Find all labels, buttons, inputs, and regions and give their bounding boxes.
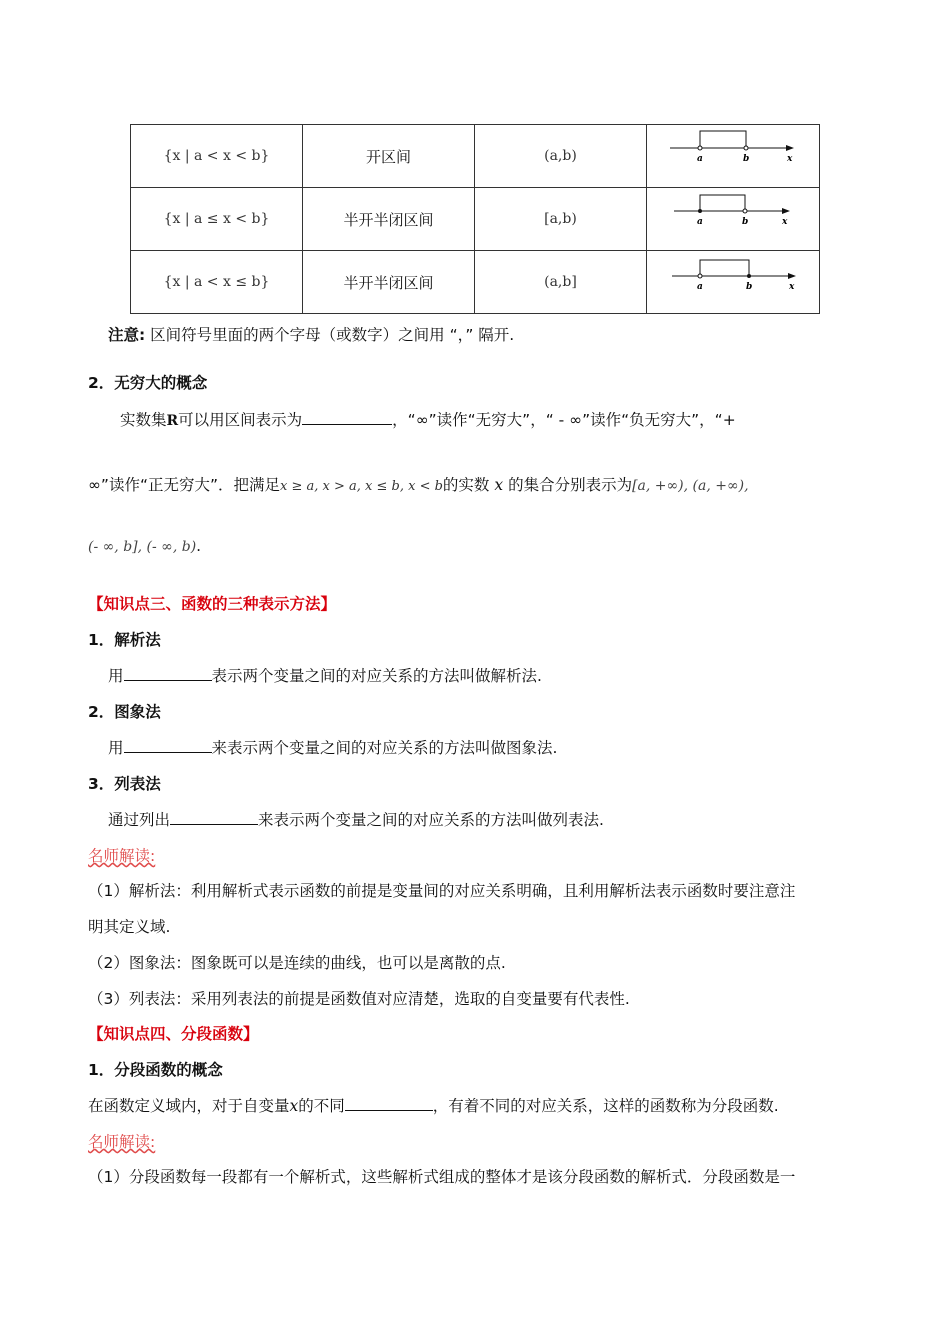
text-span: 通过列出 <box>108 811 171 829</box>
piecewise-definition <box>88 1094 779 1116</box>
piecewise-concept-title: 1．分段函数的概念 <box>88 1061 223 1079</box>
piecewise-note-1: （1）分段函数每一段都有一个解析式，这些解析式组成的整体才是该分段函数的解析式．分段函数是一 <box>88 1168 796 1186</box>
condition-formula: x ≥ a, x > a, x ≤ b, x < b <box>280 479 443 494</box>
number-line-left-closed-interval <box>648 188 818 246</box>
text-span: 来表示两个变量之间的对应关系的方法叫做图象法. <box>211 739 558 757</box>
axis-label-x: x <box>786 154 793 164</box>
number-line-cell <box>646 251 819 314</box>
text-span: 的不同 <box>298 1097 345 1115</box>
text-span: 用 <box>108 739 124 757</box>
text-span: ，有着不同的对应关系，这样的函数称为分段函数. <box>432 1097 779 1115</box>
number-line-cell <box>646 125 819 188</box>
axis-label-b: b <box>741 217 749 227</box>
table-row <box>131 125 820 188</box>
number-line-right-closed-interval <box>648 251 818 309</box>
number-line-open-interval <box>648 125 818 183</box>
axis-label-a: a <box>696 154 703 164</box>
table-row <box>131 251 820 314</box>
notation-cell: (a,b) <box>474 125 646 188</box>
axis-label-x: x <box>781 217 788 227</box>
axis-label-b: b <box>742 154 750 164</box>
fill-blank <box>302 410 392 425</box>
notation-cell: [a,b) <box>474 188 646 251</box>
text-span: 的集合分别表示为 <box>508 476 633 494</box>
text-span: ，“∞”读作“无穷大”，“ - ∞”读作“负无穷大”，“+ <box>392 411 736 429</box>
note-paragraph <box>108 323 514 345</box>
text-span: 可以用区间表示为 <box>178 411 303 429</box>
axis-label-b: b <box>745 282 753 292</box>
graph-method-text <box>108 736 557 758</box>
infinity-paragraph-line1 <box>120 408 736 430</box>
teacher-note-label: 名师解读: <box>88 847 156 865</box>
fill-blank <box>124 738 212 753</box>
text-span: . <box>196 537 202 555</box>
notation-cell: (a,b] <box>474 251 646 314</box>
knowledge-point-3-title: 【知识点三、函数的三种表示方法】 <box>88 595 337 613</box>
table-method-text <box>108 808 604 830</box>
infinity-paragraph-line3 <box>88 537 201 555</box>
fill-blank <box>170 810 258 825</box>
note-text: 区间符号里面的两个字母（或数字）之间用 “，” 隔开. <box>150 326 515 344</box>
interval-name-cell: 半开半闭区间 <box>302 188 474 251</box>
text-span: 表示两个变量之间的对应关系的方法叫做解析法. <box>211 667 542 685</box>
interval-sets-formula: [a, +∞), (a, +∞), <box>632 478 749 494</box>
knowledge-point-4-title: 【知识点四、分段函数】 <box>88 1025 259 1043</box>
teacher-note-label: 名师解读: <box>88 1133 156 1151</box>
axis-label-a: a <box>696 217 703 227</box>
variable-x: x <box>494 476 504 494</box>
set-cell: {x | a ≤ x < b} <box>131 188 303 251</box>
interval-table <box>130 124 820 314</box>
set-cell: {x | a < x < b} <box>131 125 303 188</box>
text-span: 来表示两个变量之间的对应关系的方法叫做列表法. <box>258 811 604 829</box>
axis-label-a: a <box>696 282 703 292</box>
table-row <box>131 188 820 251</box>
text-span: 在函数定义域内，对于自变量 <box>88 1097 290 1115</box>
fill-blank <box>124 666 212 681</box>
note-label: 注意: <box>108 326 146 344</box>
real-set-symbol: R <box>166 413 179 429</box>
text-span: 用 <box>108 667 124 685</box>
teacher-note-2: （2）图象法：图象既可以是连续的曲线，也可以是离散的点. <box>88 954 506 972</box>
fill-blank <box>345 1096 433 1111</box>
set-cell: {x | a < x ≤ b} <box>131 251 303 314</box>
table-method-title: 3．列表法 <box>88 775 161 793</box>
text-span: 的实数 <box>442 476 490 494</box>
teacher-note-3: （3）列表法：采用列表法的前提是函数值对应清楚，选取的自变量要有代表性. <box>88 990 630 1008</box>
interval-name-cell: 开区间 <box>302 125 474 188</box>
teacher-note-1-line2: 明其定义域. <box>88 918 171 936</box>
interval-name-cell: 半开半闭区间 <box>302 251 474 314</box>
number-line-cell <box>646 188 819 251</box>
text-span: ∞”读作“正无穷大”．把满足 <box>88 476 281 494</box>
interval-sets-formula: (- ∞, b], (- ∞, b) <box>88 539 197 555</box>
axis-label-x: x <box>788 282 795 292</box>
analytic-method-title: 1．解析法 <box>88 631 161 649</box>
graph-method-title: 2．图象法 <box>88 703 161 721</box>
section-title-infinity: 2．无穷大的概念 <box>88 374 208 392</box>
text-span: 实数集 <box>120 411 167 429</box>
infinity-paragraph-line2 <box>88 473 749 495</box>
analytic-method-text <box>108 664 542 686</box>
variable-x: x <box>289 1097 299 1115</box>
teacher-note-1-line1: （1）解析法：利用解析式表示函数的前提是变量间的对应关系明确，且利用解析法表示函数时要注意注 <box>88 882 796 900</box>
